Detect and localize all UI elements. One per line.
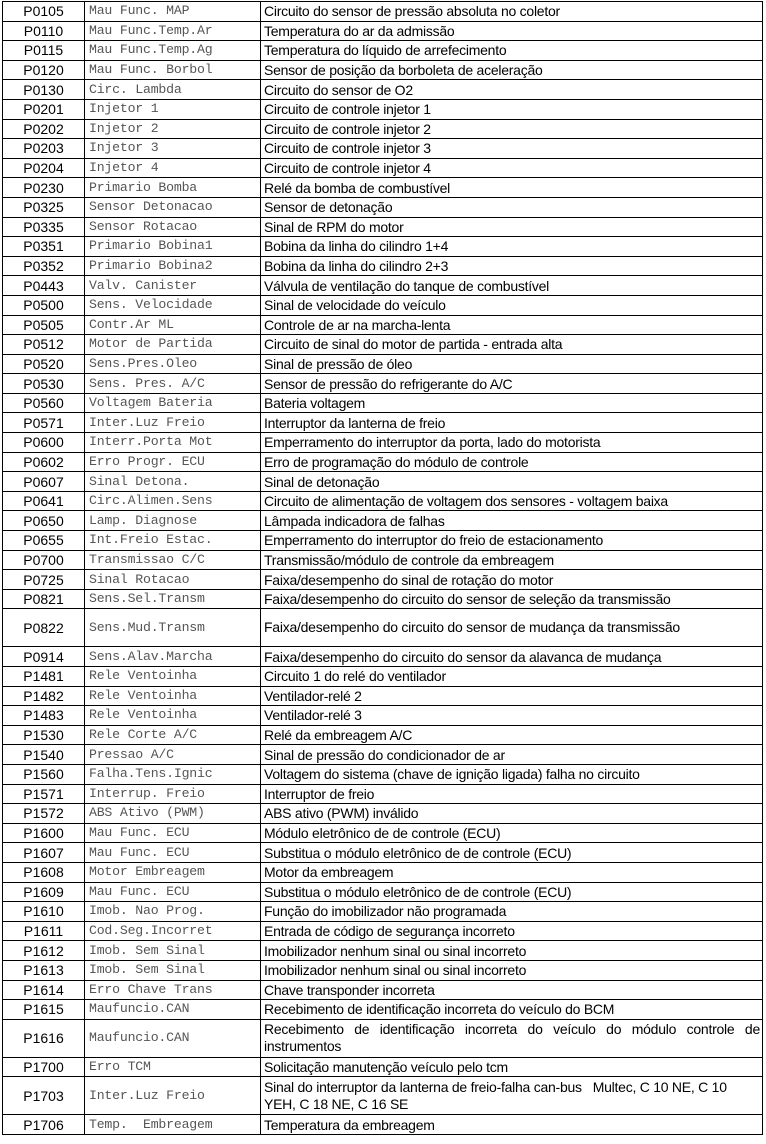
short-name-cell: Imob. Sem Sinal [85, 960, 261, 980]
fault-code-cell: P0120 [3, 60, 85, 80]
fault-code-cell: P1483 [3, 706, 85, 726]
description-cell: Sensor de posição da borboleta de aceleração [261, 60, 763, 80]
fault-code-cell: P0530 [3, 374, 85, 394]
description-cell: Temperatura do ar da admissão [261, 21, 763, 41]
description-cell: Faixa/desempenho do circuito do sensor de seleção da transmissão [261, 589, 763, 609]
table-row [3, 1057, 763, 1077]
description-cell: Substitua o módulo eletrônico de de controle (ECU) [261, 843, 763, 863]
table-row [3, 764, 763, 784]
table-row [3, 667, 763, 687]
description-cell: Transmissão/módulo de controle da embreagem [261, 550, 763, 570]
fault-code-cell: P0650 [3, 511, 85, 531]
short-name-cell: Injetor 2 [85, 119, 261, 139]
fault-code-cell: P0351 [3, 237, 85, 257]
description-cell: Bateria voltagem [261, 393, 763, 413]
fault-code-cell: P0607 [3, 472, 85, 492]
description-cell: Chave transponder incorreta [261, 980, 763, 1000]
table-row [3, 589, 763, 609]
short-name-cell: Cod.Seg.Incorret [85, 921, 261, 941]
fault-code-cell: P0201 [3, 99, 85, 119]
fault-code-cell: P1482 [3, 686, 85, 706]
description-cell: Erro de programação do módulo de controle [261, 452, 763, 472]
short-name-cell: Mau Func. ECU [85, 823, 261, 843]
table-row [3, 354, 763, 374]
table-row [3, 725, 763, 745]
fault-code-cell: P1608 [3, 862, 85, 882]
fault-code-cell: P0204 [3, 158, 85, 178]
description-cell: Emperramento do interruptor do freio de estacionamento [261, 531, 763, 551]
fault-code-cell: P1611 [3, 921, 85, 941]
fault-code-cell: P0512 [3, 335, 85, 355]
short-name-cell: Rele Corte A/C [85, 725, 261, 745]
short-name-cell: Primario Bobina2 [85, 256, 261, 276]
short-name-cell: Contr.Ar ML [85, 315, 261, 335]
short-name-cell: Sensor Rotacao [85, 217, 261, 237]
description-cell: Recebimento de identificação incorreta do veículo do BCM [261, 1000, 763, 1020]
table-row [3, 804, 763, 824]
table-row [3, 550, 763, 570]
table-row [3, 843, 763, 863]
description-cell: Interruptor da lanterna de freio [261, 413, 763, 433]
table-row [3, 902, 763, 922]
table-row [3, 570, 763, 590]
fault-code-cell: P0914 [3, 647, 85, 667]
short-name-cell: Sens.Sel.Transm [85, 589, 261, 609]
table-row [3, 784, 763, 804]
description-cell: Sinal de pressão de óleo [261, 354, 763, 374]
short-name-cell: Mau Func. Borbol [85, 60, 261, 80]
description-cell: Circuito de controle injetor 2 [261, 119, 763, 139]
description-cell: Módulo eletrônico de de controle (ECU) [261, 823, 763, 843]
short-name-cell: Pressao A/C [85, 745, 261, 765]
table-row [3, 433, 763, 453]
table-row [3, 139, 763, 159]
table-row [3, 609, 763, 647]
description-cell: ABS ativo (PWM) inválido [261, 804, 763, 824]
table-row [3, 1115, 763, 1135]
fault-code-cell: P0822 [3, 609, 85, 647]
short-name-cell: Injetor 4 [85, 158, 261, 178]
short-name-cell: Interr.Porta Mot [85, 433, 261, 453]
fault-code-cell: P1703 [3, 1077, 85, 1115]
description-cell: Sinal do interruptor da lanterna de freio-falha can-bus Multec, C 10 NE, C 10 YEH, C 18 NE, C 16 SE [261, 1077, 763, 1115]
description-cell: Interruptor de freio [261, 784, 763, 804]
short-name-cell: Inter.Luz Freio [85, 413, 261, 433]
table-row [3, 960, 763, 980]
fault-code-cell: P1560 [3, 764, 85, 784]
table-row [3, 647, 763, 667]
short-name-cell: Sens.Pres.Oleo [85, 354, 261, 374]
fault-code-cell: P0105 [3, 2, 85, 22]
table-row [3, 178, 763, 198]
short-name-cell: Interrup. Freio [85, 784, 261, 804]
fault-code-cell: P1481 [3, 667, 85, 687]
description-cell: Recebimento de identificação incorreta do veículo do módulo controle de instrumentos [261, 1019, 763, 1057]
fault-code-cell: P1706 [3, 1115, 85, 1135]
fault-code-cell: P1600 [3, 823, 85, 843]
fault-code-cell: P1610 [3, 902, 85, 922]
fault-code-cell: P0130 [3, 80, 85, 100]
fault-code-cell: P1612 [3, 941, 85, 961]
description-cell: Ventilador-relé 3 [261, 706, 763, 726]
description-cell: Circuito de alimentação de voltagem dos sensores - voltagem baixa [261, 491, 763, 511]
description-cell: Sinal de pressão do condicionador de ar [261, 745, 763, 765]
description-cell: Temperatura do líquido de arrefecimento [261, 41, 763, 61]
short-name-cell: Erro Chave Trans [85, 980, 261, 1000]
fault-code-cell: P1616 [3, 1019, 85, 1057]
short-name-cell: Imob. Nao Prog. [85, 902, 261, 922]
fault-code-cell: P0700 [3, 550, 85, 570]
table-row [3, 1019, 763, 1057]
short-name-cell: Motor Embreagem [85, 862, 261, 882]
table-row [3, 413, 763, 433]
short-name-cell: Sens. Pres. A/C [85, 374, 261, 394]
description-cell: Imobilizador nenhum sinal ou sinal incorreto [261, 960, 763, 980]
short-name-cell: Sinal Rotacao [85, 570, 261, 590]
table-row [3, 452, 763, 472]
table-row [3, 21, 763, 41]
short-name-cell: Primario Bobina1 [85, 237, 261, 257]
fault-code-cell: P1614 [3, 980, 85, 1000]
short-name-cell: Mau Func.Temp.Ag [85, 41, 261, 61]
short-name-cell: Transmissao C/C [85, 550, 261, 570]
description-cell: Bobina da linha do cilindro 1+4 [261, 237, 763, 257]
short-name-cell: Motor de Partida [85, 335, 261, 355]
table-row [3, 41, 763, 61]
short-name-cell: Mau Func.Temp.Ar [85, 21, 261, 41]
description-cell: Faixa/desempenho do circuito do sensor da alavanca de mudança [261, 647, 763, 667]
short-name-cell: Rele Ventoinha [85, 667, 261, 687]
short-name-cell: Mau Func. ECU [85, 882, 261, 902]
fault-code-cell: P0602 [3, 452, 85, 472]
description-cell: Bobina da linha do cilindro 2+3 [261, 256, 763, 276]
description-cell: Temperatura da embreagem [261, 1115, 763, 1135]
fault-code-cell: P0230 [3, 178, 85, 198]
short-name-cell: Lamp. Diagnose [85, 511, 261, 531]
table-row [3, 1077, 763, 1115]
description-cell: Controle de ar na marcha-lenta [261, 315, 763, 335]
table-row [3, 276, 763, 296]
table-row [3, 99, 763, 119]
fault-code-cell: P0203 [3, 139, 85, 159]
description-cell: Emperramento do interruptor da porta, lado do motorista [261, 433, 763, 453]
short-name-cell: Imob. Sem Sinal [85, 941, 261, 961]
description-cell: Relé da embreagem A/C [261, 725, 763, 745]
description-cell: Motor da embreagem [261, 862, 763, 882]
fault-code-cell: P1572 [3, 804, 85, 824]
fault-code-cell: P0443 [3, 276, 85, 296]
table-row [3, 119, 763, 139]
table-row [3, 80, 763, 100]
fault-code-cell: P0352 [3, 256, 85, 276]
table-row [3, 511, 763, 531]
fault-code-cell: P1530 [3, 725, 85, 745]
fault-code-cell: P1700 [3, 1057, 85, 1077]
short-name-cell: Valv. Canister [85, 276, 261, 296]
table-row [3, 237, 763, 257]
description-cell: Sensor de pressão do refrigerante do A/C [261, 374, 763, 394]
short-name-cell: Rele Ventoinha [85, 686, 261, 706]
table-row [3, 862, 763, 882]
fault-code-cell: P0725 [3, 570, 85, 590]
table-row [3, 882, 763, 902]
fault-code-cell: P1609 [3, 882, 85, 902]
fault-code-cell: P0641 [3, 491, 85, 511]
description-cell: Sinal de detonação [261, 472, 763, 492]
table-row [3, 941, 763, 961]
short-name-cell: Int.Freio Estac. [85, 531, 261, 551]
fault-code-cell: P0115 [3, 41, 85, 61]
short-name-cell: Mau Func. ECU [85, 843, 261, 863]
fault-code-table [2, 1, 763, 1135]
table-row [3, 374, 763, 394]
short-name-cell: Sinal Detona. [85, 472, 261, 492]
table-row [3, 491, 763, 511]
description-cell: Circuito de controle injetor 4 [261, 158, 763, 178]
short-name-cell: Circ. Lambda [85, 80, 261, 100]
short-name-cell: Erro Progr. ECU [85, 452, 261, 472]
table-row [3, 706, 763, 726]
table-row [3, 217, 763, 237]
table-row [3, 295, 763, 315]
fault-code-cell: P0520 [3, 354, 85, 374]
description-cell: Faixa/desempenho do sinal de rotação do motor [261, 570, 763, 590]
short-name-cell: Maufuncio.CAN [85, 1019, 261, 1057]
description-cell: Função do imobilizador não programada [261, 902, 763, 922]
short-name-cell: Voltagem Bateria [85, 393, 261, 413]
short-name-cell: Mau Func. MAP [85, 2, 261, 22]
description-cell: Circuito do sensor de pressão absoluta no coletor [261, 2, 763, 22]
description-cell: Ventilador-relé 2 [261, 686, 763, 706]
short-name-cell: Sens.Mud.Transm [85, 609, 261, 647]
short-name-cell: Erro TCM [85, 1057, 261, 1077]
description-cell: Relé da bomba de combustível [261, 178, 763, 198]
fault-code-cell: P0600 [3, 433, 85, 453]
fault-code-cell: P1571 [3, 784, 85, 804]
description-cell: Circuito do sensor de O2 [261, 80, 763, 100]
short-name-cell: Sens.Alav.Marcha [85, 647, 261, 667]
table-row [3, 472, 763, 492]
fault-code-cell: P0505 [3, 315, 85, 335]
description-cell: Solicitação manutenção veículo pelo tcm [261, 1057, 763, 1077]
fault-code-cell: P0500 [3, 295, 85, 315]
table-row [3, 823, 763, 843]
short-name-cell: Rele Ventoinha [85, 706, 261, 726]
short-name-cell: Injetor 3 [85, 139, 261, 159]
description-cell: Voltagem do sistema (chave de ignição ligada) falha no circuito [261, 764, 763, 784]
fault-code-cell: P1540 [3, 745, 85, 765]
description-cell: Imobilizador nenhum sinal ou sinal incorreto [261, 941, 763, 961]
short-name-cell: ABS Ativo (PWM) [85, 804, 261, 824]
short-name-cell: Sensor Detonacao [85, 197, 261, 217]
fault-code-cell: P0202 [3, 119, 85, 139]
table-row [3, 315, 763, 335]
fault-code-cell: P0655 [3, 531, 85, 551]
fault-code-cell: P0571 [3, 413, 85, 433]
table-row [3, 686, 763, 706]
table-row [3, 393, 763, 413]
description-cell: Sensor de detonação [261, 197, 763, 217]
short-name-cell: Inter.Luz Freio [85, 1077, 261, 1115]
short-name-cell: Circ.Alimen.Sens [85, 491, 261, 511]
fault-code-cell: P1607 [3, 843, 85, 863]
table-row [3, 1000, 763, 1020]
table-row [3, 256, 763, 276]
short-name-cell: Temp. Embreagem [85, 1115, 261, 1135]
short-name-cell: Sens. Velocidade [85, 295, 261, 315]
description-cell: Circuito de controle injetor 1 [261, 99, 763, 119]
description-cell: Circuito 1 do relé do ventilador [261, 667, 763, 687]
fault-code-cell: P1615 [3, 1000, 85, 1020]
description-cell: Substitua o módulo eletrônico de de controle (ECU) [261, 882, 763, 902]
fault-code-cell: P0560 [3, 393, 85, 413]
table-row [3, 2, 763, 22]
short-name-cell: Injetor 1 [85, 99, 261, 119]
description-cell: Circuito de controle injetor 3 [261, 139, 763, 159]
table-row [3, 60, 763, 80]
fault-code-cell: P0325 [3, 197, 85, 217]
table-row [3, 531, 763, 551]
table-row [3, 197, 763, 217]
description-cell: Sinal de velocidade do veículo [261, 295, 763, 315]
table-row [3, 921, 763, 941]
fault-code-cell: P0335 [3, 217, 85, 237]
table-row [3, 745, 763, 765]
fault-code-table-body [3, 2, 763, 1135]
short-name-cell: Maufuncio.CAN [85, 1000, 261, 1020]
table-row [3, 980, 763, 1000]
fault-code-cell: P1613 [3, 960, 85, 980]
description-cell: Válvula de ventilação do tanque de combustível [261, 276, 763, 296]
description-cell: Circuito de sinal do motor de partida - entrada alta [261, 335, 763, 355]
description-cell: Entrada de código de segurança incorreto [261, 921, 763, 941]
description-cell: Lâmpada indicadora de falhas [261, 511, 763, 531]
description-cell: Faixa/desempenho do circuito do sensor de mudança da transmissão [261, 609, 763, 647]
description-cell: Sinal de RPM do motor [261, 217, 763, 237]
short-name-cell: Falha.Tens.Ignic [85, 764, 261, 784]
short-name-cell: Primario Bomba [85, 178, 261, 198]
table-row [3, 335, 763, 355]
fault-code-cell: P0110 [3, 21, 85, 41]
table-row [3, 158, 763, 178]
fault-code-cell: P0821 [3, 589, 85, 609]
